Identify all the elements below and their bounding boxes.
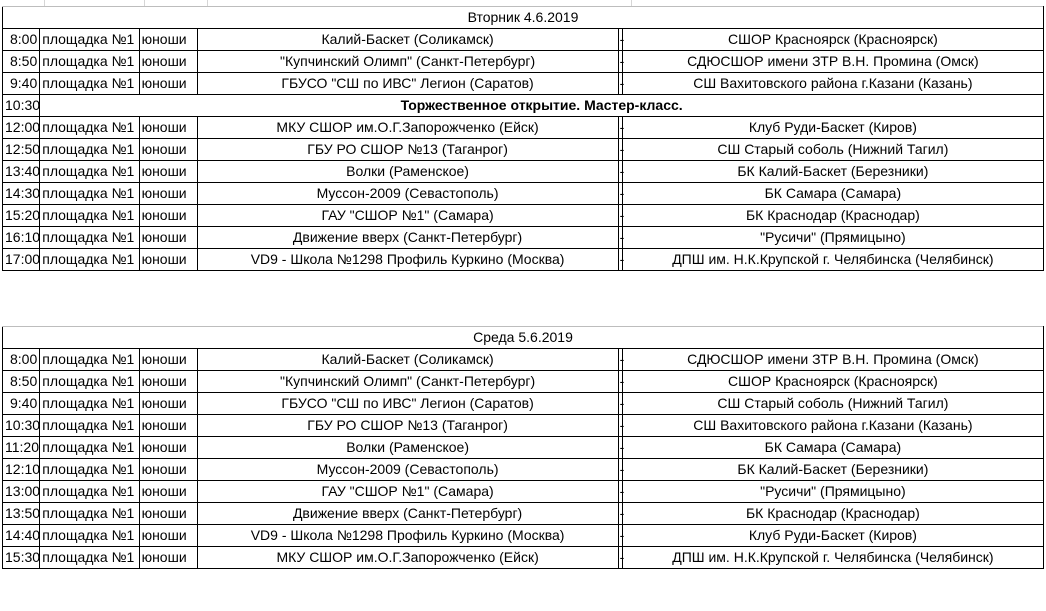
category-cell: юноши (139, 29, 197, 51)
category-cell: юноши (139, 503, 197, 525)
separator-cell: - (618, 481, 622, 503)
day-title: Среда 5.6.2019 (3, 327, 1044, 349)
venue-cell: площадка №1 (40, 249, 139, 271)
time-cell: 14:40 (3, 525, 40, 547)
separator-cell: - (618, 29, 622, 51)
venue-cell: площадка №1 (40, 437, 139, 459)
separator-cell: - (618, 205, 622, 227)
time-cell: 9:40 (3, 73, 40, 95)
match-row (3, 161, 1044, 183)
separator-cell: - (618, 51, 622, 73)
separator-cell: - (618, 437, 622, 459)
category-cell: юноши (139, 183, 197, 205)
match-row (3, 503, 1044, 525)
time-cell: 12:50 (3, 139, 40, 161)
category-cell: юноши (139, 459, 197, 481)
home-team-cell: Волки (Раменское) (197, 161, 618, 183)
separator-cell: - (618, 525, 622, 547)
away-team-cell: "Русичи" (Прямицыно) (622, 481, 1043, 503)
time-cell: 14:30 (3, 183, 40, 205)
venue-cell: площадка №1 (40, 415, 139, 437)
event-cell: Торжественное открытие. Мастер-класс. (40, 95, 1044, 117)
match-row (3, 51, 1044, 73)
away-team-cell: БК Самара (Самара) (622, 183, 1043, 205)
match-row (3, 547, 1044, 569)
away-team-cell: "Русичи" (Прямицыно) (622, 227, 1043, 249)
category-cell: юноши (139, 393, 197, 415)
category-cell: юноши (139, 117, 197, 139)
category-cell: юноши (139, 227, 197, 249)
venue-cell: площадка №1 (40, 183, 139, 205)
match-row (3, 73, 1044, 95)
venue-cell: площадка №1 (40, 481, 139, 503)
separator-cell: - (618, 117, 622, 139)
home-team-cell: Калий-Баскет (Соликамск) (197, 349, 618, 371)
away-team-cell: ДПШ им. Н.К.Крупской г. Челябинска (Челябинск) (622, 249, 1043, 271)
separator-cell: - (618, 249, 622, 271)
event-row (3, 95, 1044, 117)
home-team-cell: ГБУ РО СШОР №13 (Таганрог) (197, 415, 618, 437)
time-cell: 17:00 (3, 249, 40, 271)
schedule-table-day-2 (2, 326, 1044, 569)
home-team-cell: ГАУ "СШОР №1" (Самара) (197, 481, 618, 503)
away-team-cell: СШОР Красноярск (Красноярск) (622, 371, 1043, 393)
venue-cell: площадка №1 (40, 139, 139, 161)
venue-cell: площадка №1 (40, 349, 139, 371)
match-row (3, 437, 1044, 459)
venue-cell: площадка №1 (40, 371, 139, 393)
separator-cell: - (618, 139, 622, 161)
home-team-cell: МКУ СШОР им.О.Г.Запорожченко (Ейск) (197, 547, 618, 569)
home-team-cell: ГБУСО "СШ по ИВС" Легион (Саратов) (197, 73, 618, 95)
time-cell: 10:30 (3, 95, 40, 117)
home-team-cell: VD9 - Школа №1298 Профиль Куркино (Москва) (197, 525, 618, 547)
home-team-cell: Волки (Раменское) (197, 437, 618, 459)
venue-cell: площадка №1 (40, 227, 139, 249)
separator-cell: - (618, 73, 622, 95)
venue-cell: площадка №1 (40, 503, 139, 525)
day-header-row (3, 7, 1044, 29)
category-cell: юноши (139, 73, 197, 95)
match-row (3, 481, 1044, 503)
match-row (3, 29, 1044, 51)
category-cell: юноши (139, 139, 197, 161)
home-team-cell: ГБУСО "СШ по ИВС" Легион (Саратов) (197, 393, 618, 415)
category-cell: юноши (139, 481, 197, 503)
away-team-cell: СШ Старый соболь (Нижний Тагил) (622, 139, 1043, 161)
home-team-cell: Движение вверх (Санкт-Петербург) (197, 503, 618, 525)
home-team-cell: ГАУ "СШОР №1" (Самара) (197, 205, 618, 227)
match-row (3, 371, 1044, 393)
venue-cell: площадка №1 (40, 117, 139, 139)
schedule-table-day-1 (2, 6, 1044, 271)
time-cell: 12:10 (3, 459, 40, 481)
time-cell: 13:50 (3, 503, 40, 525)
time-cell: 8:50 (3, 51, 40, 73)
category-cell: юноши (139, 249, 197, 271)
separator-cell: - (618, 349, 622, 371)
day-title: Вторник 4.6.2019 (3, 7, 1044, 29)
separator-cell: - (618, 459, 622, 481)
home-team-cell: Муссон-2009 (Севастополь) (197, 183, 618, 205)
match-row (3, 139, 1044, 161)
away-team-cell: СДЮСШОР имени ЗТР В.Н. Промина (Омск) (622, 51, 1043, 73)
match-row (3, 205, 1044, 227)
time-cell: 16:10 (3, 227, 40, 249)
venue-cell: площадка №1 (40, 73, 139, 95)
separator-cell: - (618, 227, 622, 249)
venue-cell: площадка №1 (40, 205, 139, 227)
match-row (3, 415, 1044, 437)
day-header-row (3, 327, 1044, 349)
venue-cell: площадка №1 (40, 459, 139, 481)
home-team-cell: Движение вверх (Санкт-Петербург) (197, 227, 618, 249)
away-team-cell: БК Самара (Самара) (622, 437, 1043, 459)
separator-cell: - (618, 183, 622, 205)
home-team-cell: VD9 - Школа №1298 Профиль Куркино (Москва) (197, 249, 618, 271)
home-team-cell: "Купчинский Олимп" (Санкт-Петербург) (197, 51, 618, 73)
away-team-cell: БК Калий-Баскет (Березники) (622, 459, 1043, 481)
match-row (3, 349, 1044, 371)
separator-cell: - (618, 393, 622, 415)
time-cell: 10:30 (3, 415, 40, 437)
away-team-cell: СШ Старый соболь (Нижний Тагил) (622, 393, 1043, 415)
category-cell: юноши (139, 525, 197, 547)
match-row (3, 249, 1044, 271)
away-team-cell: Клуб Руди-Баскет (Киров) (622, 117, 1043, 139)
venue-cell: площадка №1 (40, 51, 139, 73)
away-team-cell: СШ Вахитовского района г.Казани (Казань) (622, 73, 1043, 95)
home-team-cell: МКУ СШОР им.О.Г.Запорожченко (Ейск) (197, 117, 618, 139)
time-cell: 8:00 (3, 349, 40, 371)
separator-cell: - (618, 161, 622, 183)
home-team-cell: Калий-Баскет (Соликамск) (197, 29, 618, 51)
category-cell: юноши (139, 371, 197, 393)
category-cell: юноши (139, 51, 197, 73)
separator-cell: - (618, 371, 622, 393)
category-cell: юноши (139, 547, 197, 569)
time-cell: 15:30 (3, 547, 40, 569)
time-cell: 15:20 (3, 205, 40, 227)
time-cell: 8:50 (3, 371, 40, 393)
separator-cell: - (618, 547, 622, 569)
match-row (3, 459, 1044, 481)
time-cell: 11:20 (3, 437, 40, 459)
away-team-cell: БК Краснодар (Краснодар) (622, 205, 1043, 227)
home-team-cell: Муссон-2009 (Севастополь) (197, 459, 618, 481)
time-cell: 13:00 (3, 481, 40, 503)
category-cell: юноши (139, 415, 197, 437)
away-team-cell: СШ Вахитовского района г.Казани (Казань) (622, 415, 1043, 437)
match-row (3, 227, 1044, 249)
time-cell: 9:40 (3, 393, 40, 415)
time-cell: 13:40 (3, 161, 40, 183)
category-cell: юноши (139, 349, 197, 371)
time-cell: 12:00 (3, 117, 40, 139)
venue-cell: площадка №1 (40, 547, 139, 569)
away-team-cell: Клуб Руди-Баскет (Киров) (622, 525, 1043, 547)
match-row (3, 525, 1044, 547)
away-team-cell: СДЮСШОР имени ЗТР В.Н. Промина (Омск) (622, 349, 1043, 371)
venue-cell: площадка №1 (40, 393, 139, 415)
match-row (3, 117, 1044, 139)
time-cell: 8:00 (3, 29, 40, 51)
match-row (3, 393, 1044, 415)
category-cell: юноши (139, 437, 197, 459)
separator-cell: - (618, 503, 622, 525)
away-team-cell: БК Краснодар (Краснодар) (622, 503, 1043, 525)
away-team-cell: ДПШ им. Н.К.Крупской г. Челябинска (Челябинск) (622, 547, 1043, 569)
home-team-cell: ГБУ РО СШОР №13 (Таганрог) (197, 139, 618, 161)
away-team-cell: СШОР Красноярск (Красноярск) (622, 29, 1043, 51)
category-cell: юноши (139, 205, 197, 227)
venue-cell: площадка №1 (40, 29, 139, 51)
venue-cell: площадка №1 (40, 525, 139, 547)
match-row (3, 183, 1044, 205)
venue-cell: площадка №1 (40, 161, 139, 183)
separator-cell: - (618, 415, 622, 437)
away-team-cell: БК Калий-Баскет (Березники) (622, 161, 1043, 183)
category-cell: юноши (139, 161, 197, 183)
home-team-cell: "Купчинский Олимп" (Санкт-Петербург) (197, 371, 618, 393)
